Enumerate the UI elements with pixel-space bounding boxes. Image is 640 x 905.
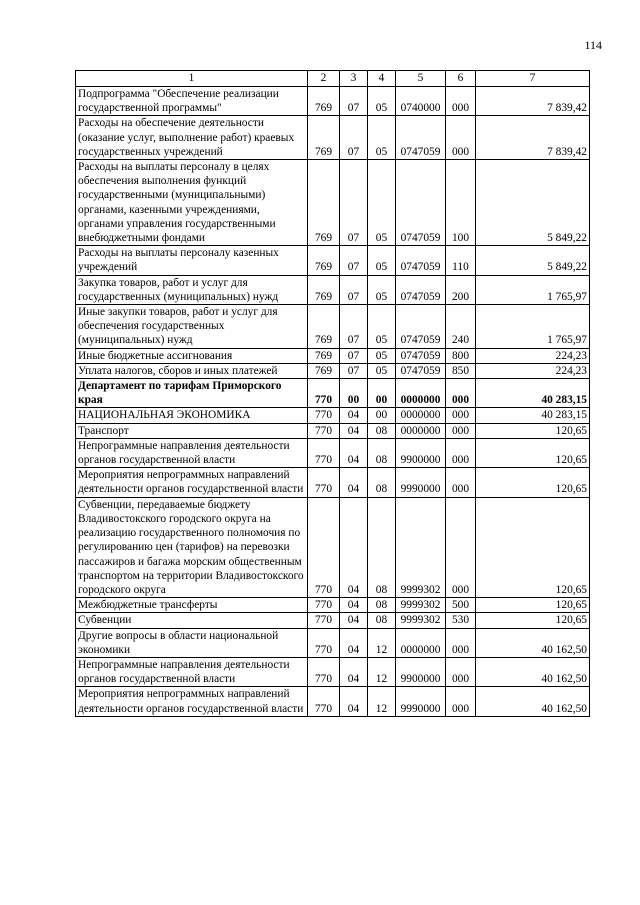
table-row xyxy=(76,657,590,686)
table-row xyxy=(76,423,590,438)
row-section-cell: 07 xyxy=(340,363,368,378)
row-expense-type-cell: 000 xyxy=(446,657,476,686)
row-target-article-cell: 0747059 xyxy=(396,348,446,363)
row-target-article-cell: 9999302 xyxy=(396,497,446,597)
row-subsection-cell: 05 xyxy=(368,348,396,363)
row-amount-cell: 40 162,50 xyxy=(476,687,590,716)
row-expense-type-cell: 110 xyxy=(446,246,476,275)
row-subsection-cell: 05 xyxy=(368,246,396,275)
row-name-cell: Департамент по тарифам Приморского края xyxy=(76,379,308,408)
row-name-cell: Мероприятия непрограммных направлений деятельности органов государственной власти xyxy=(76,468,308,497)
header-col-2: 2 xyxy=(308,71,340,87)
row-section-cell: 04 xyxy=(340,628,368,657)
row-subsection-cell: 12 xyxy=(368,687,396,716)
row-expense-type-cell: 530 xyxy=(446,613,476,628)
row-section-cell: 00 xyxy=(340,379,368,408)
row-code-ministry-cell: 770 xyxy=(308,408,340,423)
header-col-5: 5 xyxy=(396,71,446,87)
row-subsection-cell: 12 xyxy=(368,628,396,657)
row-code-ministry-cell: 769 xyxy=(308,87,340,116)
row-target-article-cell: 9900000 xyxy=(396,657,446,686)
row-code-ministry-cell: 770 xyxy=(308,468,340,497)
row-code-ministry-cell: 770 xyxy=(308,613,340,628)
table-row xyxy=(76,246,590,275)
row-subsection-cell: 05 xyxy=(368,275,396,304)
row-expense-type-cell: 000 xyxy=(446,628,476,657)
row-expense-type-cell: 800 xyxy=(446,348,476,363)
row-target-article-cell: 0000000 xyxy=(396,408,446,423)
row-name-cell: Расходы на обеспечение деятельности (оказание услуг, выполнение работ) краевых государственных учреждений xyxy=(76,116,308,160)
header-row xyxy=(76,71,590,87)
row-code-ministry-cell: 770 xyxy=(308,497,340,597)
row-section-cell: 04 xyxy=(340,613,368,628)
row-amount-cell: 224,23 xyxy=(476,348,590,363)
header-col-1: 1 xyxy=(76,71,308,87)
row-target-article-cell: 9990000 xyxy=(396,687,446,716)
row-subsection-cell: 08 xyxy=(368,598,396,613)
row-subsection-cell: 00 xyxy=(368,408,396,423)
row-code-ministry-cell: 770 xyxy=(308,687,340,716)
row-name-cell: Расходы на выплаты персоналу казенных учреждений xyxy=(76,246,308,275)
row-section-cell: 04 xyxy=(340,598,368,613)
row-name-cell: НАЦИОНАЛЬНАЯ ЭКОНОМИКА xyxy=(76,408,308,423)
row-section-cell: 04 xyxy=(340,657,368,686)
table-row xyxy=(76,379,590,408)
row-section-cell: 07 xyxy=(340,160,368,246)
row-section-cell: 04 xyxy=(340,497,368,597)
row-expense-type-cell: 500 xyxy=(446,598,476,613)
row-section-cell: 04 xyxy=(340,687,368,716)
row-name-cell: Расходы на выплаты персоналу в целях обеспечения выполнения функций государственными (муниципальными) органами, казенными учреждениями, органами управления государственными внебюджетными фондами xyxy=(76,160,308,246)
row-name-cell: Подпрограмма "Обеспечение реализации государственной программы" xyxy=(76,87,308,116)
row-target-article-cell: 9999302 xyxy=(396,598,446,613)
row-subsection-cell: 05 xyxy=(368,305,396,349)
row-amount-cell: 120,65 xyxy=(476,468,590,497)
row-section-cell: 04 xyxy=(340,468,368,497)
row-amount-cell: 120,65 xyxy=(476,613,590,628)
row-target-article-cell: 0747059 xyxy=(396,116,446,160)
row-name-cell: Иные бюджетные ассигнования xyxy=(76,348,308,363)
header-col-4: 4 xyxy=(368,71,396,87)
table-row xyxy=(76,87,590,116)
budget-table xyxy=(75,70,590,717)
row-section-cell: 07 xyxy=(340,246,368,275)
row-code-ministry-cell: 770 xyxy=(308,628,340,657)
page-number: 114 xyxy=(584,38,602,52)
row-expense-type-cell: 000 xyxy=(446,116,476,160)
row-name-cell: Иные закупки товаров, работ и услуг для обеспечения государственных (муниципальных) нужд xyxy=(76,305,308,349)
row-target-article-cell: 0000000 xyxy=(396,423,446,438)
row-expense-type-cell: 000 xyxy=(446,687,476,716)
row-expense-type-cell: 000 xyxy=(446,438,476,467)
row-expense-type-cell: 000 xyxy=(446,87,476,116)
row-name-cell: Непрограммные направления деятельности органов государственной власти xyxy=(76,438,308,467)
row-code-ministry-cell: 769 xyxy=(308,305,340,349)
row-amount-cell: 120,65 xyxy=(476,598,590,613)
row-expense-type-cell: 240 xyxy=(446,305,476,349)
row-name-cell: Транспорт xyxy=(76,423,308,438)
row-expense-type-cell: 000 xyxy=(446,379,476,408)
row-subsection-cell: 05 xyxy=(368,116,396,160)
row-expense-type-cell: 200 xyxy=(446,275,476,304)
row-code-ministry-cell: 770 xyxy=(308,598,340,613)
row-subsection-cell: 12 xyxy=(368,657,396,686)
row-target-article-cell: 0747059 xyxy=(396,275,446,304)
row-target-article-cell: 0747059 xyxy=(396,160,446,246)
row-section-cell: 04 xyxy=(340,438,368,467)
table-row xyxy=(76,468,590,497)
row-amount-cell: 1 765,97 xyxy=(476,275,590,304)
row-section-cell: 07 xyxy=(340,87,368,116)
row-section-cell: 07 xyxy=(340,348,368,363)
row-amount-cell: 7 839,42 xyxy=(476,87,590,116)
row-amount-cell: 5 849,22 xyxy=(476,160,590,246)
row-code-ministry-cell: 769 xyxy=(308,160,340,246)
row-subsection-cell: 08 xyxy=(368,497,396,597)
row-subsection-cell: 08 xyxy=(368,468,396,497)
row-code-ministry-cell: 770 xyxy=(308,423,340,438)
row-code-ministry-cell: 769 xyxy=(308,363,340,378)
header-col-7: 7 xyxy=(476,71,590,87)
row-subsection-cell: 08 xyxy=(368,438,396,467)
row-name-cell: Межбюджетные трансферты xyxy=(76,598,308,613)
row-code-ministry-cell: 770 xyxy=(308,657,340,686)
row-code-ministry-cell: 770 xyxy=(308,438,340,467)
row-section-cell: 04 xyxy=(340,423,368,438)
table-row xyxy=(76,628,590,657)
row-expense-type-cell: 000 xyxy=(446,423,476,438)
row-amount-cell: 40 162,50 xyxy=(476,657,590,686)
row-amount-cell: 120,65 xyxy=(476,438,590,467)
row-target-article-cell: 0747059 xyxy=(396,246,446,275)
table-row xyxy=(76,363,590,378)
row-subsection-cell: 05 xyxy=(368,87,396,116)
row-subsection-cell: 00 xyxy=(368,379,396,408)
row-name-cell: Уплата налогов, сборов и иных платежей xyxy=(76,363,308,378)
row-amount-cell: 120,65 xyxy=(476,423,590,438)
row-name-cell: Непрограммные направления деятельности органов государственной власти xyxy=(76,657,308,686)
row-amount-cell: 40 162,50 xyxy=(476,628,590,657)
row-name-cell: Субвенции, передаваемые бюджету Владивостокского городского округа на реализацию государственного полномочия по регулированию цен (тарифов) на перевозки пассажиров и багажа морским общественным транспортом на территории Владивостокского городского округа xyxy=(76,497,308,597)
row-code-ministry-cell: 769 xyxy=(308,275,340,304)
row-target-article-cell: 0747059 xyxy=(396,305,446,349)
table-row xyxy=(76,408,590,423)
row-code-ministry-cell: 769 xyxy=(308,348,340,363)
header-col-3: 3 xyxy=(340,71,368,87)
row-amount-cell: 40 283,15 xyxy=(476,379,590,408)
row-section-cell: 07 xyxy=(340,305,368,349)
row-amount-cell: 1 765,97 xyxy=(476,305,590,349)
table-row xyxy=(76,687,590,716)
row-target-article-cell: 0000000 xyxy=(396,628,446,657)
table-row xyxy=(76,160,590,246)
row-expense-type-cell: 100 xyxy=(446,160,476,246)
table-row xyxy=(76,613,590,628)
row-code-ministry-cell: 769 xyxy=(308,246,340,275)
row-target-article-cell: 0740000 xyxy=(396,87,446,116)
row-code-ministry-cell: 770 xyxy=(308,379,340,408)
row-amount-cell: 5 849,22 xyxy=(476,246,590,275)
row-name-cell: Мероприятия непрограммных направлений деятельности органов государственной власти xyxy=(76,687,308,716)
row-section-cell: 07 xyxy=(340,116,368,160)
row-target-article-cell: 9999302 xyxy=(396,613,446,628)
table-row xyxy=(76,497,590,597)
row-amount-cell: 7 839,42 xyxy=(476,116,590,160)
row-expense-type-cell: 000 xyxy=(446,497,476,597)
row-name-cell: Другие вопросы в области национальной экономики xyxy=(76,628,308,657)
row-amount-cell: 120,65 xyxy=(476,497,590,597)
row-section-cell: 04 xyxy=(340,408,368,423)
row-subsection-cell: 08 xyxy=(368,423,396,438)
row-amount-cell: 40 283,15 xyxy=(476,408,590,423)
row-section-cell: 07 xyxy=(340,275,368,304)
table-row xyxy=(76,438,590,467)
row-expense-type-cell: 000 xyxy=(446,468,476,497)
row-target-article-cell: 0747059 xyxy=(396,363,446,378)
row-subsection-cell: 05 xyxy=(368,160,396,246)
row-subsection-cell: 05 xyxy=(368,363,396,378)
table-row xyxy=(76,305,590,349)
table-row xyxy=(76,598,590,613)
table-row xyxy=(76,116,590,160)
row-target-article-cell: 9900000 xyxy=(396,438,446,467)
row-name-cell: Закупка товаров, работ и услуг для государственных (муниципальных) нужд xyxy=(76,275,308,304)
table-row xyxy=(76,275,590,304)
header-col-6: 6 xyxy=(446,71,476,87)
row-target-article-cell: 0000000 xyxy=(396,379,446,408)
row-expense-type-cell: 850 xyxy=(446,363,476,378)
row-amount-cell: 224,23 xyxy=(476,363,590,378)
row-code-ministry-cell: 769 xyxy=(308,116,340,160)
row-subsection-cell: 08 xyxy=(368,613,396,628)
row-expense-type-cell: 000 xyxy=(446,408,476,423)
row-target-article-cell: 9990000 xyxy=(396,468,446,497)
row-name-cell: Субвенции xyxy=(76,613,308,628)
table-row xyxy=(76,348,590,363)
